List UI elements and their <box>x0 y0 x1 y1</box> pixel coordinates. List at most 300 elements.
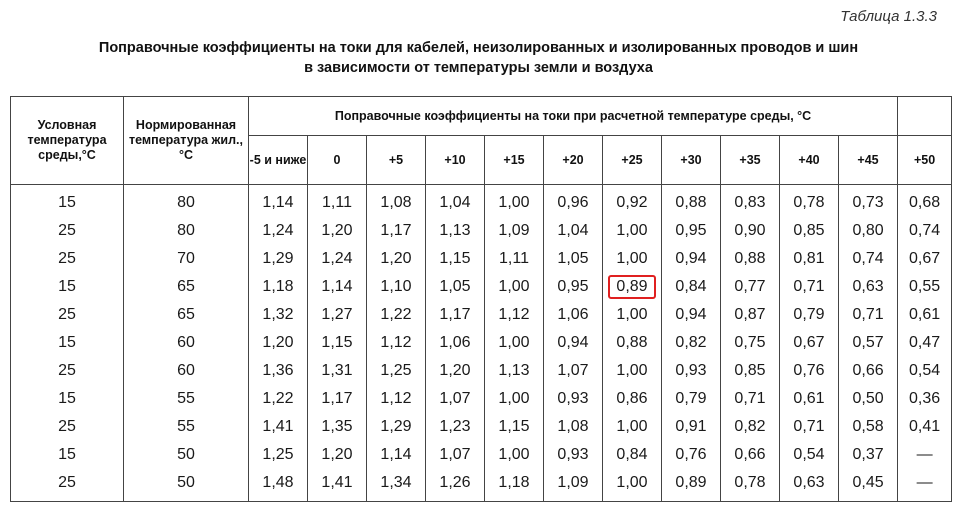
cell-value: 1,06 <box>557 306 589 323</box>
cell-value: 25 <box>58 418 76 435</box>
table-cell <box>721 245 780 273</box>
table-cell <box>367 185 426 218</box>
cell-value: 0,66 <box>852 362 884 379</box>
table-cell <box>426 185 485 218</box>
table-cell <box>367 413 426 441</box>
cell-value: 1,00 <box>498 278 530 295</box>
table-row <box>11 185 952 218</box>
table-cell <box>662 245 721 273</box>
cell-value: 1,17 <box>321 390 353 407</box>
table-cell <box>898 329 952 357</box>
cell-value: 1,24 <box>321 250 353 267</box>
header-empty-cell <box>898 97 952 136</box>
table-cell <box>249 441 308 469</box>
cell-value: 1,00 <box>616 222 648 239</box>
table-cell <box>898 273 952 301</box>
table-row <box>11 301 952 329</box>
cell-value: 25 <box>58 362 76 379</box>
cell-value: 1,08 <box>380 194 412 211</box>
table-cell <box>780 245 839 273</box>
table-cell <box>367 217 426 245</box>
cell-value: 0,80 <box>852 222 884 239</box>
table-cell <box>249 413 308 441</box>
cell-value: 1,24 <box>262 222 294 239</box>
cell-value: 0,75 <box>734 334 766 351</box>
cell-value: 1,06 <box>439 334 471 351</box>
table-cell <box>367 357 426 385</box>
table-cell <box>839 413 898 441</box>
cell-value: 0,93 <box>557 390 589 407</box>
table-cell <box>485 357 544 385</box>
cell-value: 1,13 <box>439 222 471 239</box>
table-cell <box>124 245 249 273</box>
cell-value: 0,54 <box>909 362 941 379</box>
table-cell <box>544 329 603 357</box>
cell-value: 80 <box>177 222 195 239</box>
cell-value: 1,00 <box>616 306 648 323</box>
cell-value: 1,04 <box>439 194 471 211</box>
table-cell <box>721 273 780 301</box>
table-cell <box>721 217 780 245</box>
table-cell <box>780 301 839 329</box>
table-cell <box>544 413 603 441</box>
header-temp-8: +35 <box>721 136 780 185</box>
cell-value: 0,94 <box>675 306 707 323</box>
header-temp-10: +45 <box>839 136 898 185</box>
table-cell <box>662 385 721 413</box>
table-cell <box>308 357 367 385</box>
table-cell <box>544 385 603 413</box>
table-cell <box>124 357 249 385</box>
table-cell <box>721 329 780 357</box>
cell-value: 0,88 <box>616 334 648 351</box>
cell-value: 1,05 <box>439 278 471 295</box>
table-title <box>0 38 957 78</box>
table-cell <box>426 245 485 273</box>
cell-value: 1,04 <box>557 222 589 239</box>
cell-value: 1,18 <box>262 278 294 295</box>
cell-value: 0,63 <box>852 278 884 295</box>
table-cell <box>11 357 124 385</box>
cell-value: 1,29 <box>262 250 294 267</box>
cell-value: 1,12 <box>380 390 412 407</box>
table-cell <box>308 385 367 413</box>
cell-value: 1,27 <box>321 306 353 323</box>
table-cell <box>662 413 721 441</box>
table-cell <box>485 185 544 218</box>
cell-value: 0,89 <box>675 474 707 491</box>
cell-value: 1,35 <box>321 418 353 435</box>
cell-value: 1,48 <box>262 474 294 491</box>
cell-value: 1,12 <box>498 306 530 323</box>
table-cell <box>11 245 124 273</box>
cell-value: 50 <box>177 446 195 463</box>
cell-value: 1,29 <box>380 418 412 435</box>
header-temp-5: +20 <box>544 136 603 185</box>
table-cell <box>426 301 485 329</box>
table-cell <box>544 469 603 502</box>
table-cell <box>898 385 952 413</box>
cell-value: 0,85 <box>793 222 825 239</box>
table-cell <box>11 329 124 357</box>
table-cell <box>249 301 308 329</box>
table-cell <box>308 329 367 357</box>
cell-value: 0,37 <box>852 446 884 463</box>
table-cell <box>124 413 249 441</box>
table-cell <box>603 329 662 357</box>
cell-value: 65 <box>177 306 195 323</box>
table-number-label: Таблица 1.3.3 <box>840 8 937 25</box>
table-cell <box>308 185 367 218</box>
table-cell <box>11 273 124 301</box>
header-temp-9: +40 <box>780 136 839 185</box>
table-cell <box>544 245 603 273</box>
table-cell <box>124 273 249 301</box>
cell-value: 0,68 <box>909 194 941 211</box>
cell-value: 1,07 <box>439 390 471 407</box>
cell-value: 0,71 <box>793 278 825 295</box>
cell-value: 1,00 <box>616 362 648 379</box>
cell-value: 1,14 <box>380 446 412 463</box>
table-cell <box>780 273 839 301</box>
table-cell <box>603 185 662 218</box>
cell-value: 1,00 <box>498 194 530 211</box>
cell-value: 0,57 <box>852 334 884 351</box>
table-cell <box>603 273 662 301</box>
table-cell <box>544 185 603 218</box>
cell-value: 60 <box>177 362 195 379</box>
table-cell <box>485 469 544 502</box>
table-cell <box>721 357 780 385</box>
table-cell <box>11 217 124 245</box>
table-cell <box>839 185 898 218</box>
table-cell <box>839 469 898 502</box>
table-cell <box>308 413 367 441</box>
cell-value: 15 <box>58 334 76 351</box>
table-cell <box>124 385 249 413</box>
cell-value: 1,23 <box>439 418 471 435</box>
cell-value: 65 <box>177 278 195 295</box>
table-cell <box>780 217 839 245</box>
table-cell <box>124 185 249 218</box>
table-cell <box>11 385 124 413</box>
cell-value: 0,73 <box>852 194 884 211</box>
table-cell <box>367 301 426 329</box>
table-cell <box>11 441 124 469</box>
header-temp-1: 0 <box>308 136 367 185</box>
table-cell <box>544 273 603 301</box>
table-cell <box>249 469 308 502</box>
cell-value: 0,78 <box>734 474 766 491</box>
table-cell <box>124 329 249 357</box>
cell-value: 1,22 <box>380 306 412 323</box>
cell-value: 15 <box>58 278 76 295</box>
table-cell <box>898 217 952 245</box>
cell-value: 0,45 <box>852 474 884 491</box>
cell-value: 55 <box>177 418 195 435</box>
cell-value: 0,71 <box>852 306 884 323</box>
cell-value: 0,76 <box>675 446 707 463</box>
table-cell <box>603 217 662 245</box>
table-cell <box>898 185 952 218</box>
cell-value: 1,11 <box>499 250 529 267</box>
table-cell <box>662 217 721 245</box>
cell-value: 1,20 <box>380 250 412 267</box>
cell-value: 1,32 <box>262 306 294 323</box>
cell-value: 1,20 <box>262 334 294 351</box>
cell-value: 1,00 <box>616 418 648 435</box>
cell-value: 0,88 <box>675 194 707 211</box>
table-cell <box>426 329 485 357</box>
cell-value: 1,00 <box>616 474 648 491</box>
table-cell <box>603 385 662 413</box>
cell-value: 0,55 <box>909 278 941 295</box>
cell-value: 1,00 <box>498 446 530 463</box>
table-cell <box>308 273 367 301</box>
cell-value: 1,41 <box>262 418 294 435</box>
table-cell <box>124 217 249 245</box>
cell-value: 1,17 <box>380 222 412 239</box>
cell-value: 0,82 <box>675 334 707 351</box>
cell-value: 0,94 <box>557 334 589 351</box>
table-cell <box>662 357 721 385</box>
cell-value: 70 <box>177 250 195 267</box>
table-cell <box>839 357 898 385</box>
table-cell <box>124 469 249 502</box>
highlighted-cell-value: 0,89 <box>608 275 655 299</box>
table-cell <box>544 441 603 469</box>
cell-value: 1,20 <box>439 362 471 379</box>
table-row <box>11 357 952 385</box>
cell-value: 0,94 <box>675 250 707 267</box>
table-cell <box>249 357 308 385</box>
cell-value: 0,79 <box>793 306 825 323</box>
cell-value: 25 <box>58 250 76 267</box>
table-cell <box>426 273 485 301</box>
table-cell <box>721 441 780 469</box>
cell-value: 1,14 <box>262 194 294 211</box>
table-cell <box>780 185 839 218</box>
table-cell <box>603 469 662 502</box>
table-cell <box>898 413 952 441</box>
table-cell <box>124 301 249 329</box>
table-cell <box>249 329 308 357</box>
table-cell <box>11 301 124 329</box>
cell-value: 0,61 <box>793 390 825 407</box>
cell-value: 0,71 <box>734 390 766 407</box>
table-cell <box>485 441 544 469</box>
cell-value: 0,84 <box>675 278 707 295</box>
table-cell <box>367 469 426 502</box>
table-cell <box>485 217 544 245</box>
table-cell <box>308 441 367 469</box>
table-cell <box>485 385 544 413</box>
cell-value: 1,15 <box>498 418 530 435</box>
table-cell <box>662 273 721 301</box>
cell-value: 1,00 <box>498 334 530 351</box>
table-cell <box>485 245 544 273</box>
cell-value: 50 <box>177 474 195 491</box>
cell-value: 1,13 <box>498 362 530 379</box>
header-temp-7: +30 <box>662 136 721 185</box>
table-cell <box>839 217 898 245</box>
table-cell <box>249 245 308 273</box>
table-cell <box>898 469 952 502</box>
cell-value: 25 <box>58 222 76 239</box>
cell-value: 0,92 <box>616 194 648 211</box>
cell-value: 15 <box>58 446 76 463</box>
table-cell <box>485 301 544 329</box>
table-cell <box>249 217 308 245</box>
cell-value: 15 <box>58 390 76 407</box>
table-cell <box>721 385 780 413</box>
table-cell <box>249 185 308 218</box>
table-cell <box>544 217 603 245</box>
cell-value: 0,74 <box>909 222 941 239</box>
cell-value: 0,41 <box>909 418 941 435</box>
table-cell <box>11 469 124 502</box>
cell-value: 0,66 <box>734 446 766 463</box>
table-cell <box>780 357 839 385</box>
table-cell <box>839 301 898 329</box>
cell-value: 0,71 <box>793 418 825 435</box>
cell-value: 1,12 <box>380 334 412 351</box>
table-row <box>11 329 952 357</box>
cell-value: 0,95 <box>557 278 589 295</box>
cell-value: 0,77 <box>734 278 766 295</box>
cell-value: 15 <box>58 194 76 211</box>
table-cell <box>426 413 485 441</box>
table-cell <box>721 413 780 441</box>
cell-value: 1,22 <box>262 390 294 407</box>
table-cell <box>11 413 124 441</box>
table-cell <box>780 385 839 413</box>
cell-value: 0,61 <box>909 306 941 323</box>
table-cell <box>367 245 426 273</box>
cell-value: 25 <box>58 306 76 323</box>
table-cell <box>839 245 898 273</box>
cell-value: 1,09 <box>557 474 589 491</box>
table-cell <box>367 329 426 357</box>
table-cell <box>308 245 367 273</box>
cell-value: 1,25 <box>262 446 294 463</box>
cell-value: 0,47 <box>909 334 941 351</box>
cell-value: 0,95 <box>675 222 707 239</box>
table-cell <box>124 441 249 469</box>
table-cell <box>426 357 485 385</box>
cell-value: 0,78 <box>793 194 825 211</box>
cell-value: 0,79 <box>675 390 707 407</box>
table-cell <box>603 413 662 441</box>
table-cell <box>898 245 952 273</box>
table-cell <box>544 301 603 329</box>
cell-value: 0,86 <box>616 390 648 407</box>
table-cell <box>662 441 721 469</box>
cell-value: 25 <box>58 474 76 491</box>
table-cell <box>544 357 603 385</box>
table-cell <box>603 441 662 469</box>
cell-value: 0,82 <box>734 418 766 435</box>
table-cell <box>308 301 367 329</box>
cell-value: 1,07 <box>557 362 589 379</box>
table-cell <box>721 301 780 329</box>
cell-value: 0,87 <box>734 306 766 323</box>
cell-value: 1,20 <box>321 222 353 239</box>
table-cell <box>485 413 544 441</box>
cell-value: 1,11 <box>322 194 352 211</box>
cell-value: 60 <box>177 334 195 351</box>
table-cell <box>11 185 124 218</box>
cell-value: 1,17 <box>439 306 471 323</box>
table-row <box>11 385 952 413</box>
cell-value: 0,84 <box>616 446 648 463</box>
header-coefficients-group: Поправочные коэффициенты на токи при расчетной температуре среды, °С <box>249 97 898 136</box>
cell-value: 1,10 <box>380 278 412 295</box>
cell-value: 0,93 <box>675 362 707 379</box>
cell-value: 0,76 <box>793 362 825 379</box>
cell-value: 0,91 <box>675 418 707 435</box>
table-body <box>11 185 952 502</box>
header-conductor-temp: Нормированная температура жил., °С <box>124 97 249 185</box>
table-cell <box>367 385 426 413</box>
cell-value: 1,20 <box>321 446 353 463</box>
cell-value: 0,58 <box>852 418 884 435</box>
table-cell <box>426 469 485 502</box>
cell-value: 1,18 <box>498 474 530 491</box>
table-cell <box>367 441 426 469</box>
cell-value: 1,07 <box>439 446 471 463</box>
cell-value: 1,25 <box>380 362 412 379</box>
table-row <box>11 273 952 301</box>
table-cell <box>780 329 839 357</box>
table-cell <box>603 301 662 329</box>
cell-value: 1,31 <box>321 362 353 379</box>
table-cell <box>249 385 308 413</box>
cell-value: 1,15 <box>439 250 471 267</box>
cell-value: 0,81 <box>793 250 825 267</box>
title-line-2: в зависимости от температуры земли и воздуха <box>304 60 653 76</box>
cell-value: 1,08 <box>557 418 589 435</box>
cell-value: 1,36 <box>262 362 294 379</box>
table-row <box>11 245 952 273</box>
cell-value: — <box>916 446 933 463</box>
table-cell <box>839 329 898 357</box>
table-row <box>11 413 952 441</box>
table-cell <box>721 185 780 218</box>
cell-value: 1,00 <box>498 390 530 407</box>
table-cell <box>308 217 367 245</box>
cell-value: 80 <box>177 194 195 211</box>
table-cell <box>426 385 485 413</box>
cell-value: 0,74 <box>852 250 884 267</box>
cell-value: 1,14 <box>321 278 353 295</box>
table-cell <box>662 301 721 329</box>
cell-value: 0,36 <box>909 390 941 407</box>
cell-value: 1,34 <box>380 474 412 491</box>
table-cell <box>662 469 721 502</box>
cell-value: 0,83 <box>734 194 766 211</box>
cell-value: 1,15 <box>321 334 353 351</box>
table-cell <box>308 469 367 502</box>
table-cell <box>898 301 952 329</box>
cell-value: 0,90 <box>734 222 766 239</box>
cell-value: 1,05 <box>557 250 589 267</box>
cell-value: 1,00 <box>616 250 648 267</box>
table-cell <box>662 329 721 357</box>
header-temp-6: +25 <box>603 136 662 185</box>
cell-value: 0,67 <box>793 334 825 351</box>
table-cell <box>426 217 485 245</box>
